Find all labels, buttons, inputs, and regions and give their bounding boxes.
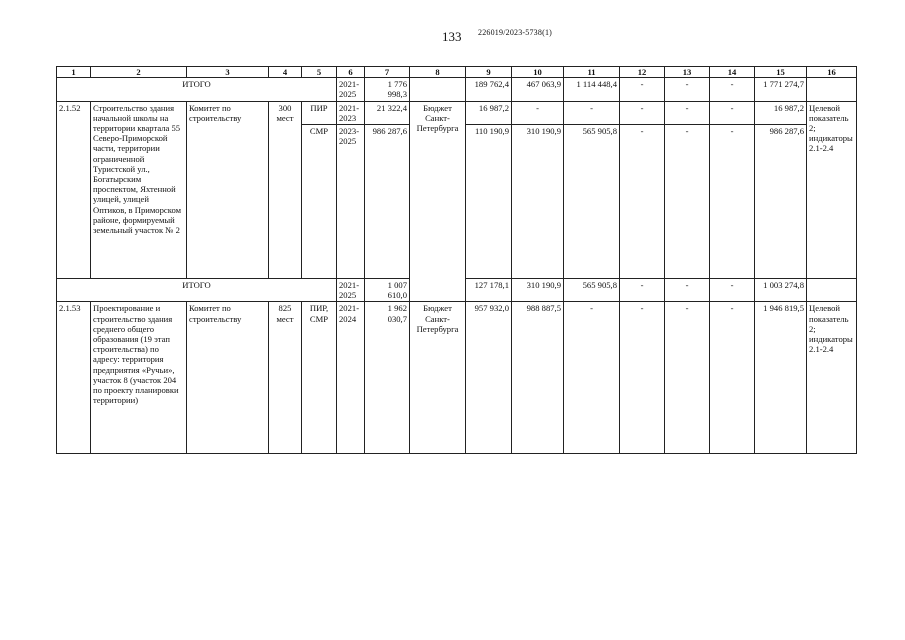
- page-number: 133: [442, 29, 462, 44]
- c10: -: [512, 101, 564, 124]
- itogo-period: 2021- 2025: [337, 279, 365, 302]
- header-cell: 7: [365, 67, 410, 78]
- c12: -: [620, 101, 665, 124]
- customer: Комитет по строительству: [187, 101, 269, 278]
- c12: -: [620, 125, 665, 279]
- work-type: ПИР: [302, 101, 337, 124]
- c10: 988 887,5: [512, 302, 564, 454]
- header-cell: 3: [187, 67, 269, 78]
- header-cell: 11: [564, 67, 620, 78]
- c15: 986 287,6: [755, 125, 807, 279]
- itogo-c12: -: [620, 279, 665, 302]
- itogo-total: 1 007 610,0: [365, 279, 410, 302]
- funding-source: Бюджет Санкт-Петербурга: [410, 101, 466, 302]
- row-number: 2.1.53: [57, 302, 91, 454]
- object-name: Строительство здания начальной школы на территории квартала 55 Северо-Приморской части, территории ограниченной Туристской ул., Богатырским проспектом, Яхтенной улицей, улицей Оптиков, в Приморском районе, формируемый земельный участок № 2: [91, 101, 187, 278]
- capacity: 300 мест: [269, 101, 302, 278]
- itogo-c10: 467 063,9: [512, 78, 564, 101]
- itogo-total: 1 776 998,3: [365, 78, 410, 101]
- itogo-c9: 189 762,4: [466, 78, 512, 101]
- capacity: 825 мест: [269, 302, 302, 454]
- row-2153: [57, 302, 857, 454]
- budget-table: [56, 66, 857, 454]
- c14: -: [710, 125, 755, 279]
- itogo-c14: -: [710, 279, 755, 302]
- itogo-period: 2021- 2025: [337, 78, 365, 101]
- header-cell: 9: [466, 67, 512, 78]
- c13: -: [665, 302, 710, 454]
- period: 2021- 2024: [337, 302, 365, 454]
- itogo-label: ИТОГО: [57, 78, 337, 101]
- itogo-source: [410, 78, 466, 101]
- header-cell: 1: [57, 67, 91, 78]
- period: 2023- 2025: [337, 125, 365, 279]
- header-cell: 13: [665, 67, 710, 78]
- itogo-row-top: [57, 78, 857, 101]
- total: 986 287,6: [365, 125, 410, 279]
- c11: -: [564, 101, 620, 124]
- c15: 1 946 819,5: [755, 302, 807, 454]
- header-cell: 14: [710, 67, 755, 78]
- document-id: 226019/2023-5738(1): [478, 28, 553, 37]
- c9: 16 987,2: [466, 101, 512, 124]
- itogo-c11: 1 114 448,4: [564, 78, 620, 101]
- period: 2021- 2023: [337, 101, 365, 124]
- row-2152-pir: [57, 101, 857, 124]
- c11: 565 905,8: [564, 125, 620, 279]
- total: 1 962 030,7: [365, 302, 410, 454]
- customer: Комитет по строительству: [187, 302, 269, 454]
- c9: 957 932,0: [466, 302, 512, 454]
- c15: 16 987,2: [755, 101, 807, 124]
- itogo-label: ИТОГО: [57, 279, 337, 302]
- itogo-c11: 565 905,8: [564, 279, 620, 302]
- itogo-c15: 1 771 274,7: [755, 78, 807, 101]
- c12: -: [620, 302, 665, 454]
- indicators: Целевой показатель 2; индикаторы 2.1-2.4: [807, 101, 857, 278]
- header-row: [57, 67, 857, 78]
- c14: -: [710, 302, 755, 454]
- row-number: 2.1.52: [57, 101, 91, 278]
- c11: -: [564, 302, 620, 454]
- itogo-c9: 127 178,1: [466, 279, 512, 302]
- header-cell: 12: [620, 67, 665, 78]
- c13: -: [665, 125, 710, 279]
- header-cell: 6: [337, 67, 365, 78]
- itogo-c15: 1 003 274,8: [755, 279, 807, 302]
- itogo-c14: -: [710, 78, 755, 101]
- header-cell: 8: [410, 67, 466, 78]
- itogo-c16: [807, 279, 857, 302]
- total: 21 322,4: [365, 101, 410, 124]
- itogo-c16: [807, 78, 857, 101]
- c10: 310 190,9: [512, 125, 564, 279]
- work-type: ПИР, СМР: [302, 302, 337, 454]
- itogo-c10: 310 190,9: [512, 279, 564, 302]
- c13: -: [665, 101, 710, 124]
- header-cell: 16: [807, 67, 857, 78]
- header-cell: 2: [91, 67, 187, 78]
- work-type: СМР: [302, 125, 337, 279]
- header-cell: 5: [302, 67, 337, 78]
- funding-source: Бюджет Санкт-Петербурга: [410, 302, 466, 454]
- header-cell: 10: [512, 67, 564, 78]
- c14: -: [710, 101, 755, 124]
- itogo-c12: -: [620, 78, 665, 101]
- c9: 110 190,9: [466, 125, 512, 279]
- indicators: Целевой показатель 2; индикаторы 2.1-2.4: [807, 302, 857, 454]
- header-cell: 15: [755, 67, 807, 78]
- itogo-c13: -: [665, 279, 710, 302]
- itogo-c13: -: [665, 78, 710, 101]
- object-name: Проектирование и строительство здания среднего общего образования (19 этап строительства) по адресу: территория предприятия «Ручьи», участок 8 (участок 204 по проекту планировки территории): [91, 302, 187, 454]
- header-cell: 4: [269, 67, 302, 78]
